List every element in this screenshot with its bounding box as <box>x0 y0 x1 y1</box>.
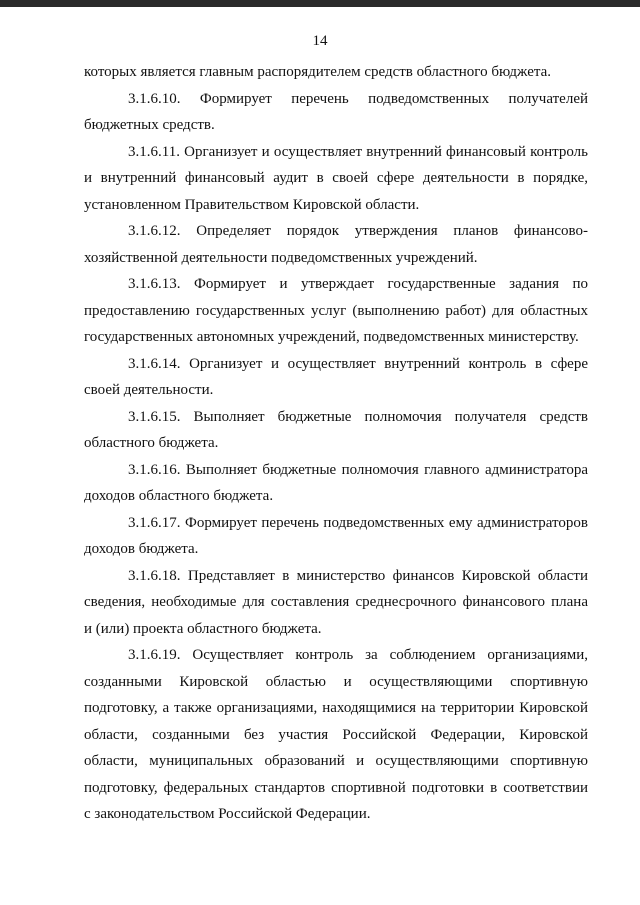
paragraph-line: доходов областного бюджета. <box>84 488 274 504</box>
paragraph-line: которых является главным распорядителем средств областного бюджета. <box>84 64 551 80</box>
paragraph-line: хозяйственной деятельности подведомственных учреждений. <box>84 249 478 266</box>
paragraph-line: 3.1.6.16. Выполняет бюджетные полномочия главного администратора <box>128 461 588 478</box>
paragraph-line: бюджетных средств. <box>84 117 215 133</box>
paragraph-line: 3.1.6.11. Организует и осуществляет внутренний финансовый контроль <box>128 143 588 160</box>
paragraph-line: 3.1.6.15. Выполняет бюджетные полномочия получателя средств <box>128 408 588 425</box>
paragraph-line: предоставлению государственных услуг (выполнению работ) для областных <box>84 302 588 319</box>
paragraph-line: и (или) проекта областного бюджета. <box>84 620 322 637</box>
paragraph-line: созданными Кировской областью и осуществляющими спортивную <box>84 673 588 690</box>
document-body <box>84 59 588 828</box>
document-paragraph <box>84 218 588 271</box>
document-paragraph <box>84 139 588 219</box>
document-paragraph <box>84 510 588 563</box>
paragraph-line: 3.1.6.17. Формирует перечень подведомственных ему администраторов <box>128 514 588 531</box>
paragraph-line: установленном Правительством Кировской области. <box>84 196 420 213</box>
paragraph-line: своей деятельности. <box>84 382 214 398</box>
paragraph-line: 3.1.6.14. Организует и осуществляет внутренний контроль в сфере <box>128 355 588 372</box>
top-border-rule <box>0 0 640 7</box>
document-paragraph <box>84 86 588 139</box>
document-paragraph <box>84 404 588 457</box>
paragraph-line: сведения, необходимые для составления среднесрочного финансового плана <box>84 594 588 610</box>
paragraph-line: 3.1.6.18. Представляет в министерство финансов Кировской области <box>128 567 588 584</box>
document-paragraph <box>84 642 588 828</box>
paragraph-line: 3.1.6.19. Осуществляет контроль за соблюдением организациями, <box>128 647 588 663</box>
paragraph-line: 3.1.6.10. Формирует перечень подведомственных получателей <box>128 90 588 107</box>
paragraph-line: государственных автономных учреждений, подведомственных министерству. <box>84 329 579 345</box>
paragraph-line: области, муниципальных образований и осуществляющими спортивную <box>84 753 588 769</box>
page-number: 14 <box>312 33 328 49</box>
paragraph-line: области, созданными без участия Российской Федерации, Кировской <box>84 726 588 743</box>
paragraph-line: доходов бюджета. <box>84 541 199 557</box>
paragraph-line: 3.1.6.13. Формирует и утверждает государственные задания по <box>128 276 588 292</box>
document-paragraph <box>84 59 588 86</box>
paragraph-line: с законодательством Российской Федерации. <box>84 806 371 822</box>
paragraph-line: 3.1.6.12. Определяет порядок утверждения планов финансово- <box>128 223 588 239</box>
document-paragraph <box>84 351 588 404</box>
document-paragraph <box>84 271 588 351</box>
document-paragraph <box>84 563 588 643</box>
document-paragraph <box>84 457 588 510</box>
paragraph-line: подготовку, федеральных стандартов спортивной подготовки в соответствии <box>84 779 588 796</box>
paragraph-line: подготовку, а также организациями, находящимися на территории Кировской <box>84 700 588 716</box>
paragraph-line: и внутренний финансовый аудит в своей сфере деятельности в порядке, <box>84 170 588 186</box>
paragraph-line: областного бюджета. <box>84 435 219 451</box>
